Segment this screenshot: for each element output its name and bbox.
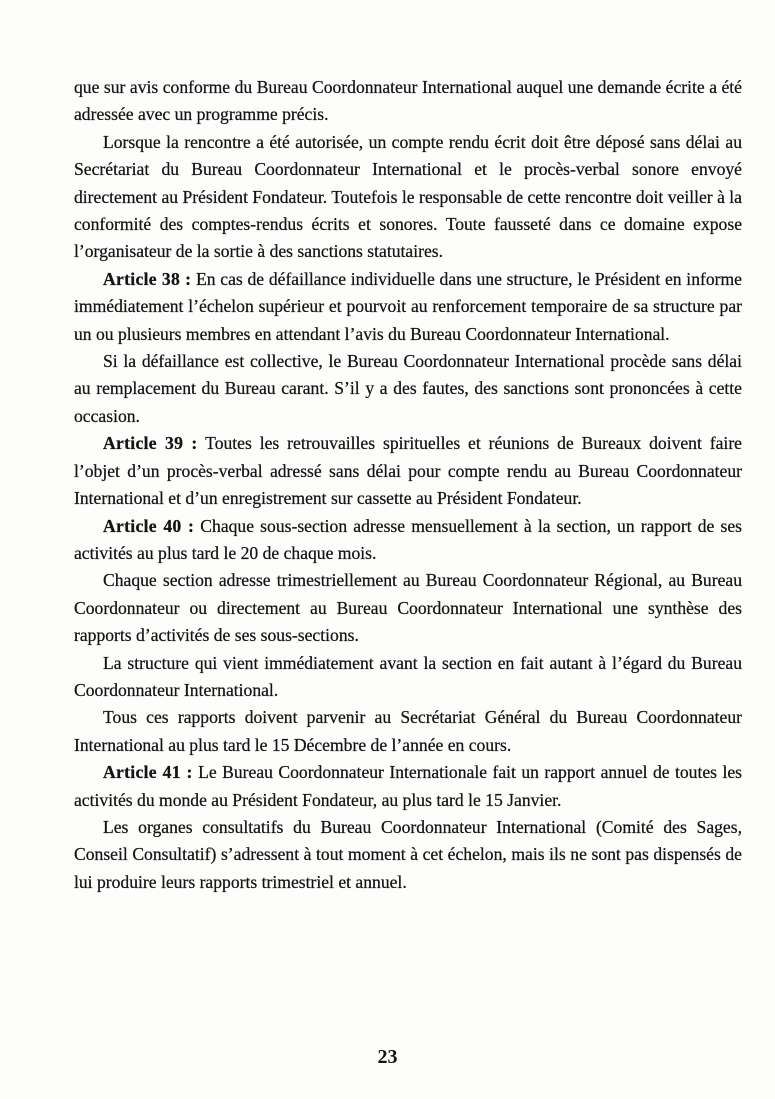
paragraph bbox=[74, 567, 742, 649]
article-40-label: Article 40 : bbox=[103, 515, 195, 536]
paragraph-text: Tous ces rapports doivent parvenir au Secrétariat Général du Bureau Coordonnateur International au plus tard le 15 Décembre de l’année en cours. bbox=[74, 707, 742, 755]
paragraph bbox=[74, 704, 742, 759]
article-41-label: Article 41 : bbox=[103, 762, 193, 783]
paragraph-text: que sur avis conforme du Bureau Coordonnateur International auquel une demande écrite a été adressée avec un programme précis. bbox=[74, 77, 742, 125]
article-39-label: Article 39 : bbox=[103, 433, 198, 454]
paragraph-text: Les organes consultatifs du Bureau Coordonnateur International (Comité des Sages, Conseil Consultatif) s’adressent à tout moment à cet échelon, mais ils ne sont pas dispensés de lui produire leurs rapports trimestriel et annuel. bbox=[74, 816, 742, 892]
paragraph bbox=[74, 650, 742, 705]
paragraph-text: Lorsque la rencontre a été autorisée, un compte rendu écrit doit être déposé sans délai au Secrétariat du Bureau Coordonnateur International et le procès-verbal sonore envoyé directement au Président Fondateur. Toutefois le responsable de cette rencontre doit veiller à la conformité des comptes-rendus écrits et sonores. Toute fausseté dans ce domaine expose l’organisateur de la sortie à des sanctions statutaires. bbox=[74, 131, 742, 262]
paragraph-text: Chaque sous-section adresse mensuellement à la section, un rapport de ses activités au plus tard le 20 de chaque mois. bbox=[74, 515, 742, 563]
article-39-paragraph bbox=[74, 430, 742, 512]
paragraph-text: Chaque section adresse trimestriellement au Bureau Coordonnateur Régional, au Bureau Coordonnateur ou directement au Bureau Coordonnateur International une synthèse des rapports d’activités de ses sous-sections. bbox=[74, 570, 742, 646]
page-number: 23 bbox=[377, 1046, 398, 1068]
article-40-paragraph bbox=[74, 513, 742, 568]
paragraph-text: Toutes les retrouvailles spirituelles et réunions de Bureaux doivent faire l’objet d’un procès-verbal adressé sans délai pour compte rendu au Bureau Coordonnateur International et d’un enregistrement sur cassette au Président Fondateur. bbox=[74, 433, 742, 509]
paragraph-text: Le Bureau Coordonnateur Internationale fait un rapport annuel de toutes les activités du monde au Président Fondateur, au plus tard le 15 Janvier. bbox=[74, 762, 742, 810]
article-41-paragraph bbox=[74, 759, 742, 814]
article-38-label: Article 38 : bbox=[103, 268, 192, 289]
paragraph-continuation bbox=[74, 74, 742, 129]
paragraph bbox=[74, 814, 742, 896]
paragraph bbox=[74, 129, 742, 266]
article-38-paragraph bbox=[74, 266, 742, 348]
paragraph-text: Si la défaillance est collective, le Bureau Coordonnateur International procède sans délai au remplacement du Bureau carant. S’il y a des fautes, des sanctions sont prononcées à cette occasion. bbox=[74, 351, 742, 426]
body-text bbox=[74, 74, 742, 896]
paragraph bbox=[74, 348, 742, 430]
paragraph-text: La structure qui vient immédiatement avant la section en fait autant à l’égard du Bureau Coordonnateur International. bbox=[74, 652, 742, 700]
paragraph-text: En cas de défaillance individuelle dans une structure, le Président en informe immédiatement l’échelon supérieur et pourvoit au renforcement temporaire de sa structure par un ou plusieurs membres en attendant l’avis du Bureau Coordonnateur International. bbox=[74, 268, 742, 344]
